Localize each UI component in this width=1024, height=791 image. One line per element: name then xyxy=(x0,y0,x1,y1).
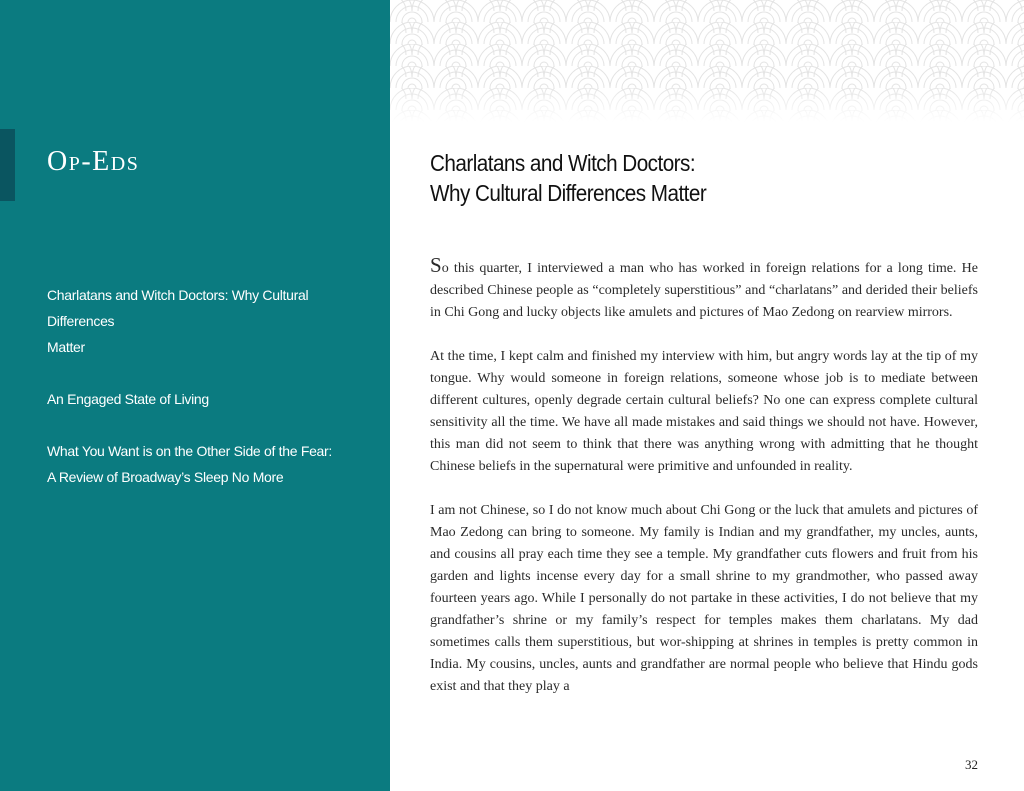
toc-item-line: What You Want is on the Other Side of the Fear: xyxy=(47,443,332,459)
toc-item-charlatans[interactable] xyxy=(47,282,359,360)
wave-pattern-background xyxy=(390,0,1024,122)
toc-item-engaged-state[interactable] xyxy=(47,386,359,412)
article-paragraph xyxy=(430,253,978,324)
article-paragraph: I am not Chinese, so I do not know much about Chi Gong or the luck that amulets and pictures of Mao Zedong can bring to someone. My family is Indian and my grandfather, my uncles, aunts, and cousins all pray each time they see a temple. My grandfather cuts flowers and fruit from his garden and lights incense every day for a small shrine to my grandmother, who passed away fourteen years ago. While I personally do not partake in these activities, I do not believe that my grandfather’s shrine or my family’s respect for temples makes them charlatans. My dad sometimes calls them superstitious, but wor-shipping at shrines in temples is pretty common in India. My cousins, uncles, aunts and grandfather are normal people who believe that Hindu gods exist and that they play a xyxy=(430,503,978,694)
toc-item-line: Charlatans and Witch Doctors: Why Cultural Differences xyxy=(47,287,309,329)
toc-item-line: An Engaged State of Living xyxy=(47,391,209,407)
section-title: Op-Eds xyxy=(47,146,140,177)
paragraph-text: o this quarter, I interviewed a man who has worked in foreign relations for a long time. He described Chinese people as “completely superstitious” and “charlatans” and derided their beliefs in Chi Gong and lucky objects like amulets and pictures of Mao Zedong on rearview mirrors. xyxy=(430,261,978,320)
page-number: 32 xyxy=(965,757,978,772)
drop-cap: S xyxy=(430,253,442,277)
toc-item-line: A Review of Broadway’s Sleep No More xyxy=(47,469,284,485)
toc-item-line: Matter xyxy=(47,339,85,355)
article-title-line1: Charlatans and Witch Doctors: xyxy=(430,150,696,176)
article-title-line2: Why Cultural Differences Matter xyxy=(430,180,707,206)
article-paragraph: At the time, I kept calm and finished my interview with him, but angry words lay at the tip of my tongue. Why would someone in foreign relations, someone whose job is to mediate between different cultures, openly degrade certain cultural beliefs? No one can express complete cultural sensitivity all the time. We have all made mistakes and said things we should not have. However, this man did not seem to think that there was anything wrong with admitting that he thought Chinese beliefs in the supernatural were primitive and unfounded in reality. xyxy=(430,349,978,474)
table-of-contents xyxy=(47,282,359,516)
article-body xyxy=(430,253,978,720)
sidebar-panel xyxy=(0,0,390,791)
article-title xyxy=(430,148,706,208)
toc-item-sleep-no-more[interactable] xyxy=(47,438,359,490)
sidebar-accent-bar xyxy=(0,129,15,201)
